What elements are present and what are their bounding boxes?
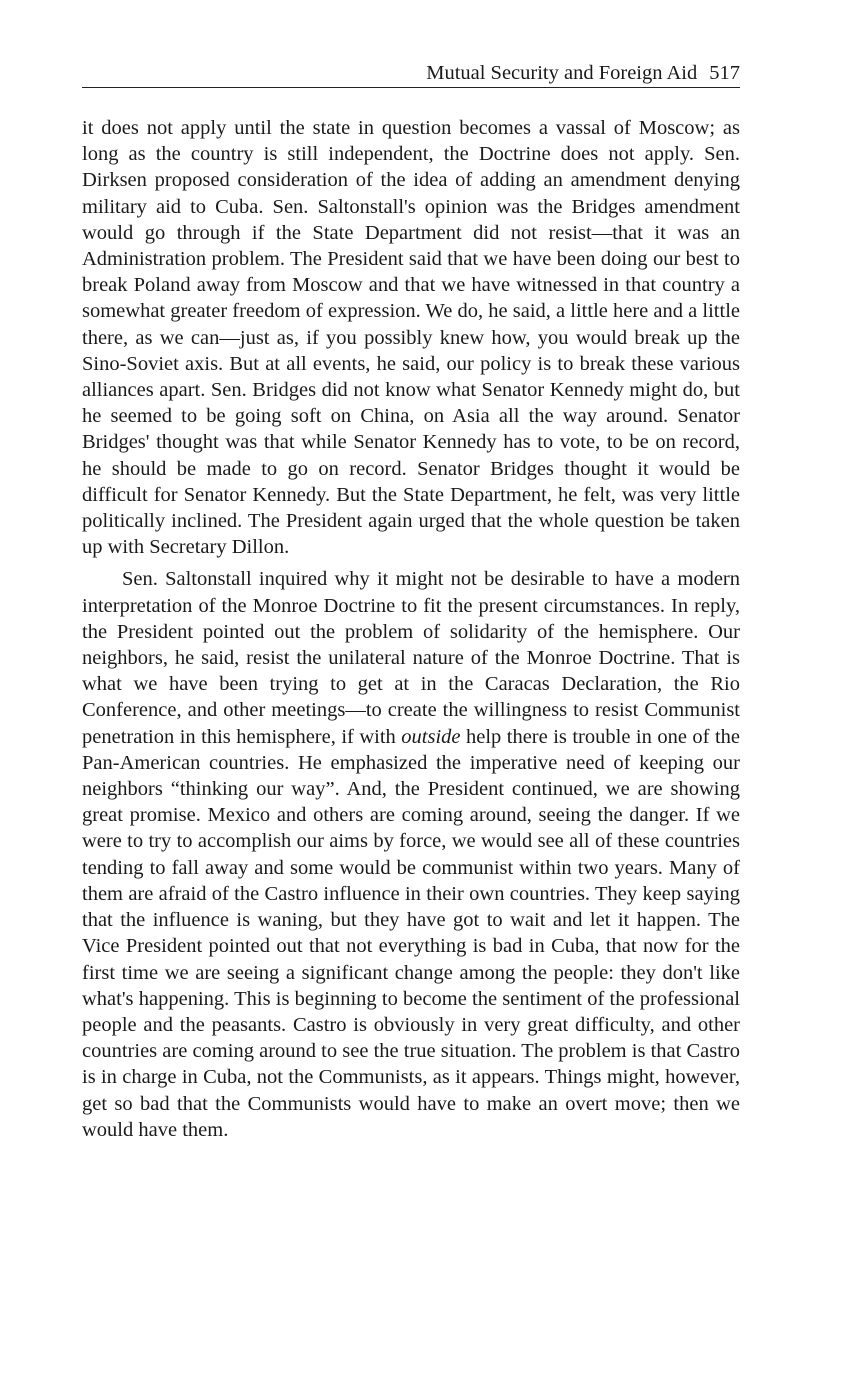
- body-text: [82, 115, 740, 1143]
- emphasized-word: outside: [401, 725, 461, 748]
- running-title: Mutual Security and Foreign Aid: [426, 62, 698, 84]
- paragraph-2-part-1: Sen. Saltonstall inquired why it might not be desirable to have a modern interpretation of the Monroe Doctrine to fit the present circumstances. In reply, the President pointed out the problem of solidarity of the hemisphere. Our neighbors, he said, resist the unilateral nature of the Monroe Doctrine. That is what we have been trying to get at in the Caracas Declaration, the Rio Conference, and other meetings—to create the willingness to resist Communist penetration in this hemisphere, if with: [82, 568, 740, 748]
- running-head: [82, 60, 740, 88]
- page-number: 517: [709, 62, 740, 84]
- paragraph-2: [82, 566, 740, 1142]
- paragraph-1: it does not apply until the state in question becomes a vassal of Moscow; as long as the country is still independent, the Doctrine does not apply. Sen. Dirksen proposed consideration of the idea of adding an amendment denying military aid to Cuba. Sen. Saltonstall's opinion was the Bridges amendment would go through if the State Department did not resist—that it was an Administration problem. The President said that we have been doing our best to break Poland away from Moscow and that we have witnessed in that country a somewhat greater freedom of expression. We do, he said, a little here and a little there, as we can—just as, if you possibly knew how, you would break up the Sino-Soviet axis. But at all events, he said, our policy is to break these various alliances apart. Sen. Bridges did not know what Senator Kennedy might do, but he seemed to be going soft on China, on Asia all the way around. Senator Bridges' thought was that while Senator Kennedy has to vote, to be on record, he should be made to go on record. Senator Bridges thought it would be difficult for Senator Kennedy. But the State Department, he felt, was very little politically inclined. The President again urged that the whole question be taken up with Secretary Dillon.: [82, 117, 740, 559]
- paragraph-2-part-2: help there is trouble in one of the Pan-American countries. He emphasized the imperative need of keeping our neighbors “thinking our way”. And, the President continued, we are showing great promise. Mexico and others are coming around, seeing the danger. If we were to try to accomplish our aims by force, we would see all of these countries tending to fall away and some would be communist within two years. Many of them are afraid of the Castro influence in their own countries. They keep saying that the influence is waning, but they have got to wait and let it happen. The Vice President pointed out that not everything is bad in Cuba, that now for the first time we are seeing a significant change among the people: they don't like what's happening. This is beginning to become the sentiment of the professional people and the peasants. Castro is obviously in very great difficulty, and other countries are coming around to see the true situation. The problem is that Castro is in charge in Cuba, not the Communists, as it appears. Things might, however, get so bad that the Communists would have to make an overt move; then we would have them.: [82, 725, 741, 1141]
